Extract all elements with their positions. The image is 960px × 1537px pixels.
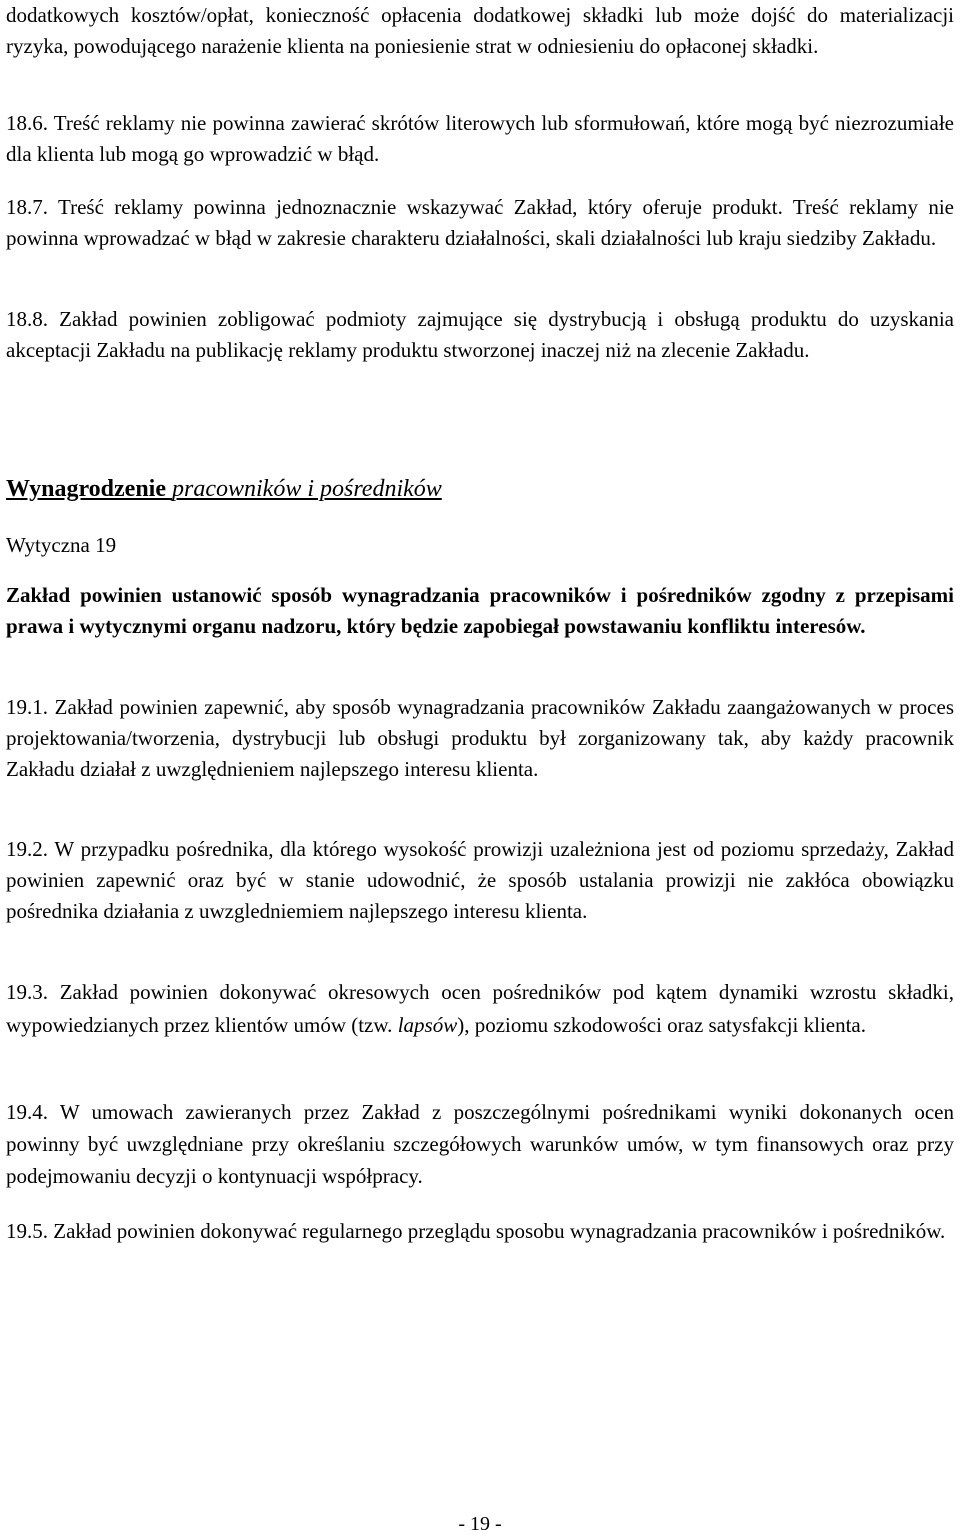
guideline-statement: Zakład powinien ustanowić sposób wynagradzania pracowników i pośredników zgodny z przepisami prawa i wytycznymi organu nadzoru, który będzie zapobiegał powstawaniu konfliktu interesów. [6,583,954,638]
paragraph-19-3-italic: lapsów [397,1013,458,1037]
paragraph-19-3-text-b: ), poziomu szkodowości oraz satysfakcji klienta. [457,1013,867,1037]
guideline-label: Wytyczna 19 [6,533,117,557]
paragraph-19-1: 19.1. Zakład powinien zapewnić, aby sposób wynagradzania pracowników Zakładu zaangażowanych w proces projektowania/tworzenia, dystrybucji lub obsługi produktu był zorganizowany tak, aby każdy pracownik Zakładu działał z uwzględnieniem najlepszego interesu klienta. [6,695,954,781]
paragraph-19-2: 19.2. W przypadku pośrednika, dla którego wysokość prowizji uzależniona jest od poziomu sprzedaży, Zakład powinien zapewnić oraz być w stanie udowodnić, że sposób ustalania prowizji nie zakłóca obowiązku pośrednika działania z uwzgledniemiem najlepszego interesu klienta. [6,837,954,923]
section-heading-main: Wynagrodzenie [6,476,172,502]
paragraph-19-5: 19.5. Zakład powinien dokonywać regularnego przeglądu sposobu wynagradzania pracowników i pośredników. [6,1219,946,1243]
paragraph-19-3 [6,976,954,1042]
paragraph-18-8: 18.8. Zakład powinien zobligować podmioty zajmujące się dystrybucją i obsługą produktu do uzyskania akceptacji Zakładu na publikację reklamy produktu stworzonej inaczej niż na zlecenie Zakładu. [6,307,954,362]
section-heading [6,474,442,504]
paragraph-19-3-text-a: 19.3. Zakład powinien dokonywać okresowych ocen pośredników pod kątem dynamiki wzrostu składki, wypowiedzianych przez klientów umów (tzw. [6,980,954,1037]
paragraph-18-6: 18.6. Treść reklamy nie powinna zawierać skrótów literowych lub sformułowań, które mogą być niezrozumiałe dla klienta lub mogą go wprowadzić w błąd. [6,111,954,166]
page-number: - 19 - [458,1513,502,1535]
paragraph-19-4: 19.4. W umowach zawieranych przez Zakład z poszczególnymi pośrednikami wyniki dokonanych ocen powinny być uwzględniane przy określaniu szczegółowych warunków umów, w tym finansowych oraz przy podejmowaniu decyzji o kontynuacji współpracy. [6,1100,954,1188]
paragraph-18-7: 18.7. Treść reklamy powinna jednoznacznie wskazywać Zakład, który oferuje produkt. Treść reklamy nie powinna wprowadzać w błąd w zakresie charakteru działalności, skali działalności lub kraju siedziby Zakładu. [6,195,954,250]
paragraph-continuation: dodatkowych kosztów/opłat, konieczność opłacenia dodatkowej składki lub może dojść do materializacji ryzyka, powodującego narażenie klienta na poniesienie strat w odniesieniu do opłaconej składki. [6,3,954,58]
section-heading-italic: pracowników i pośredników [172,476,442,502]
